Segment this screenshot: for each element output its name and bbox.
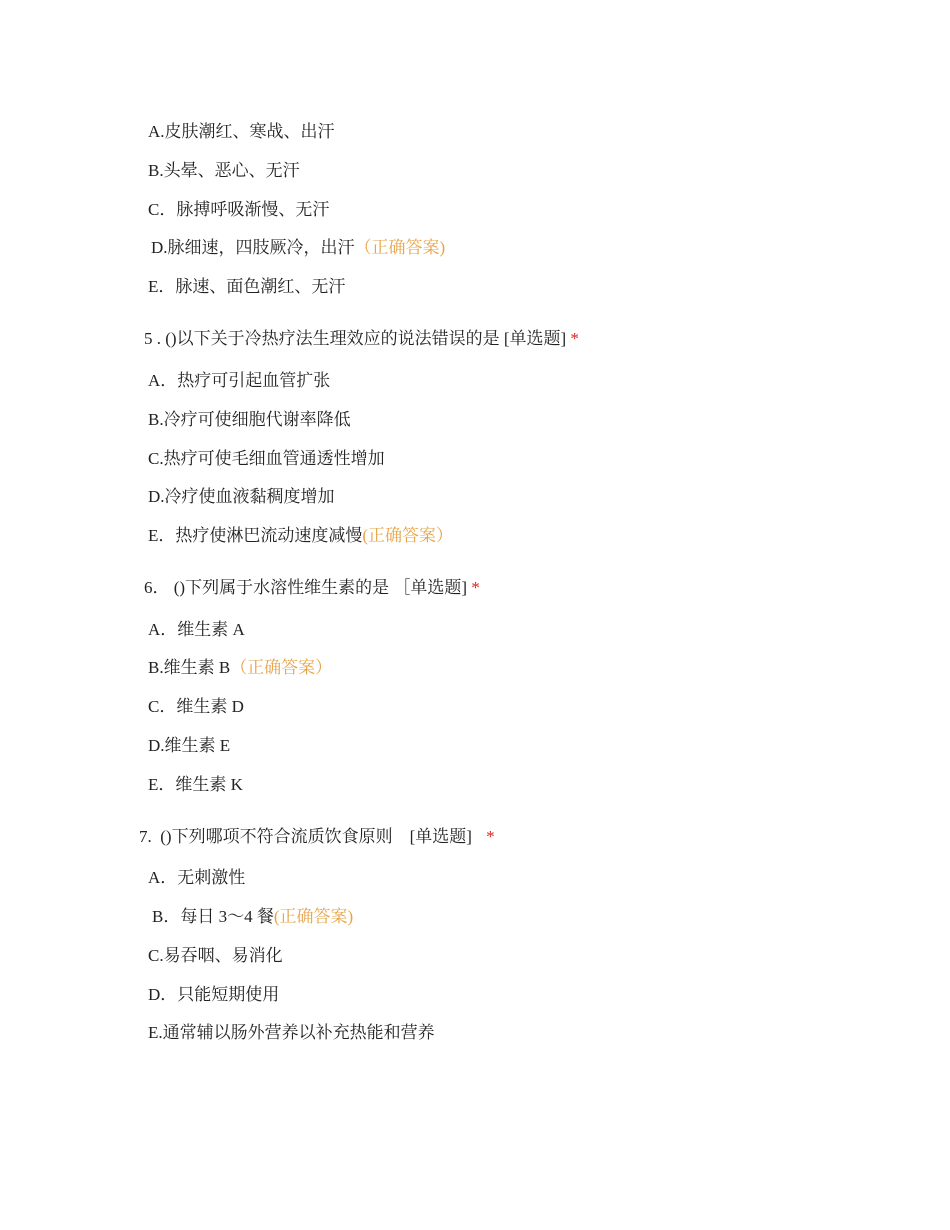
q7-option-a-text: A．无刺激性 — [148, 868, 246, 887]
q4-option-d-text: D.脉细速，四肢厥冷，出汗 — [151, 238, 355, 257]
q7-option-c-text: C.易吞咽、易消化 — [148, 946, 283, 965]
q7-option-b-text: B．每日 3～4 餐 — [152, 907, 274, 926]
required-asterisk: * — [486, 827, 495, 846]
q6-option-c-text: C．维生素 D — [148, 697, 244, 716]
q7-option-c[interactable] — [148, 945, 283, 967]
q4-option-c-text: C．脉搏呼吸渐慢、无汗 — [148, 200, 330, 219]
q7-option-d-text: D．只能短期使用 — [148, 985, 280, 1004]
q6-question-title — [144, 577, 480, 599]
required-asterisk: * — [570, 329, 579, 348]
q6-option-b[interactable] — [148, 657, 332, 679]
q6-option-a[interactable] — [148, 619, 245, 641]
q5-option-c[interactable] — [148, 448, 385, 470]
q4-option-a-text: A.皮肤潮红、寒战、出汗 — [148, 122, 335, 141]
required-asterisk: * — [471, 578, 480, 597]
q6-option-e-text: E．维生素 K — [148, 775, 243, 794]
q7-option-a[interactable] — [148, 867, 245, 889]
q5-option-c-text: C.热疗可使毛细血管通透性增加 — [148, 449, 385, 468]
q7-option-b[interactable] — [152, 906, 353, 928]
q5-option-b-text: B.冷疗可使细胞代谢率降低 — [148, 410, 351, 429]
q5-option-e[interactable] — [148, 525, 453, 547]
q5-option-a-text: A．热疗可引起血管扩张 — [148, 371, 331, 390]
q4-option-b-text: B.头晕、恶心、无汗 — [148, 161, 300, 180]
correct-answer-mark: (正确答案) — [273, 907, 354, 926]
q5-option-d[interactable] — [148, 486, 335, 508]
correct-answer-mark: (正确答案） — [362, 526, 454, 545]
q5-option-a[interactable] — [148, 370, 330, 392]
q7-question-title — [139, 826, 495, 848]
q6-option-a-text: A．维生素 A — [148, 620, 245, 639]
q4-option-e-text: E．脉速、面色潮红、无汗 — [148, 277, 346, 296]
q6-option-e[interactable] — [148, 774, 243, 796]
q4-option-c[interactable] — [148, 199, 329, 221]
q4-option-b[interactable] — [148, 160, 300, 182]
q5-question-text: 5 . ()以下关于冷热疗法生理效应的说法错误的是 [单选题] — [144, 329, 567, 348]
q6-option-d-text: D.维生素 E — [148, 736, 231, 755]
q7-option-e[interactable] — [148, 1022, 435, 1044]
q6-option-c[interactable] — [148, 696, 244, 718]
q4-option-d[interactable] — [151, 237, 445, 259]
q5-option-e-text: E．热疗使淋巴流动速度减慢 — [148, 526, 363, 545]
q5-option-b[interactable] — [148, 409, 351, 431]
q7-option-e-text: E.通常辅以肠外营养以补充热能和营养 — [148, 1023, 435, 1042]
correct-answer-mark: （正确答案) — [354, 238, 446, 257]
q6-option-d[interactable] — [148, 735, 230, 757]
q4-option-a[interactable] — [148, 121, 335, 143]
q5-option-d-text: D.冷疗使血液黏稠度增加 — [148, 487, 335, 506]
correct-answer-mark: （正确答案） — [230, 658, 333, 677]
q6-option-b-text: B.维生素 B — [148, 658, 231, 677]
q6-question-text: 6． ()下列属于水溶性维生素的是 ［单选题] — [144, 578, 467, 597]
q7-option-d[interactable] — [148, 984, 279, 1006]
q5-question-title — [144, 328, 579, 350]
q4-option-e[interactable] — [148, 276, 345, 298]
q7-question-text: 7. ()下列哪项不符合流质饮食原则 [单选题] — [139, 827, 472, 846]
